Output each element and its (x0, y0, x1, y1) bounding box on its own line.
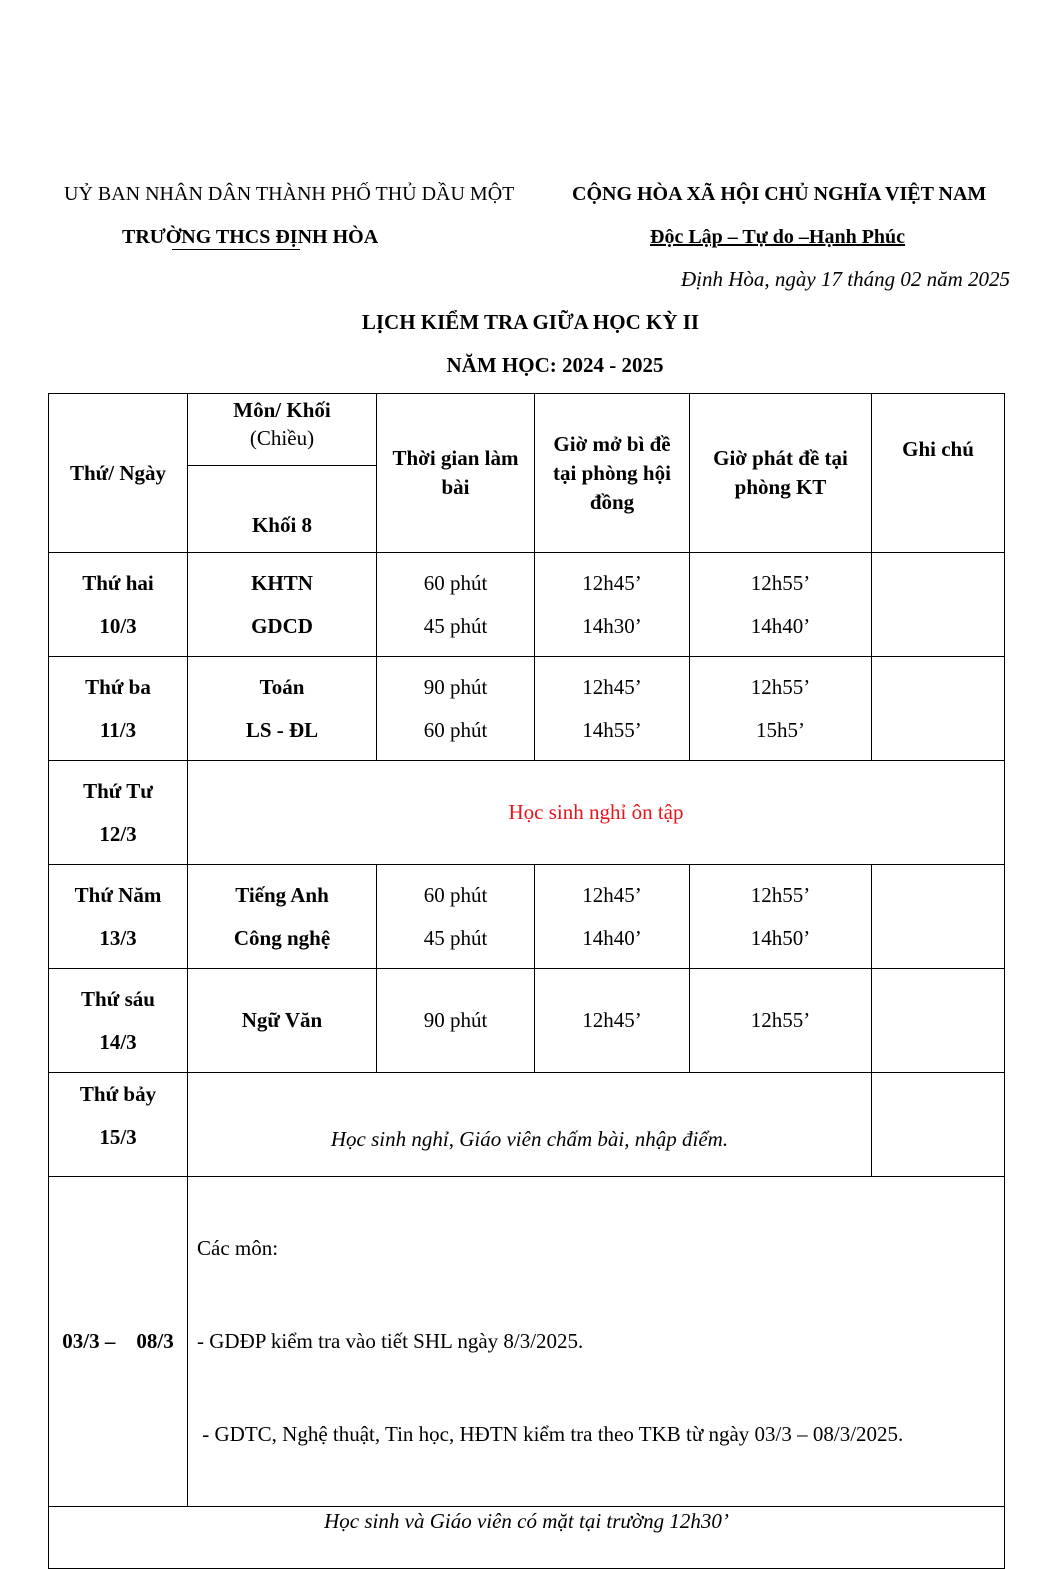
row-durations: 90 phút (377, 969, 535, 1073)
row-subjects: Tiếng Anh Công nghệ (188, 865, 377, 969)
table-row (49, 761, 1005, 865)
row-issue-times: 12h55’ 14h50’ (690, 865, 872, 969)
row-range: 03/3 – 08/3 (49, 1177, 188, 1507)
row-open-times: 12h45’ 14h40’ (535, 865, 690, 969)
header-day: Thứ/ Ngày (49, 394, 188, 553)
row-open-times: 12h45’ 14h55’ (535, 657, 690, 761)
row-issue-times: 12h55’ 15h5’ (690, 657, 872, 761)
header-subject: Môn/ Khối (Chiều) (188, 394, 377, 466)
row-day: Thứ Năm 13/3 (49, 865, 188, 969)
header-grade: Khối 8 (188, 466, 377, 553)
table-row (49, 1507, 1005, 1569)
row-issue-times: 12h55’ (690, 969, 872, 1073)
document-date: Định Hòa, ngày 17 tháng 02 năm 2025 (681, 267, 1010, 291)
row-note (872, 865, 1005, 969)
school-underline (172, 249, 300, 250)
row-note (872, 657, 1005, 761)
table-row (49, 1177, 1005, 1507)
row-durations: 60 phút 45 phút (377, 553, 535, 657)
row-note (872, 553, 1005, 657)
row-day: Thứ sáu 14/3 (49, 969, 188, 1073)
school-year: NĂM HỌC: 2024 - 2025 (446, 353, 664, 377)
row-full-note: Học sinh nghỉ ôn tập (188, 761, 1005, 865)
nation-motto: Độc Lập – Tự do –Hạnh Phúc (650, 226, 906, 248)
row-subjects: Ngữ Văn (188, 969, 377, 1073)
row-day: Thứ Tư 12/3 (49, 761, 188, 865)
row-open-times: 12h45’ (535, 969, 690, 1073)
row-subjects: Toán LS - ĐL (188, 657, 377, 761)
footer-note: Học sinh và Giáo viên có mặt tại trường 12h30’ (49, 1507, 1005, 1569)
row-extra-notes: Các môn: - GDĐP kiểm tra vào tiết SHL ngày 8/3/2025. - GDTC, Nghệ thuật, Tin học, HĐTN kiểm tra theo TKB từ ngày 03/3 – 08/3/2025. (188, 1177, 1005, 1507)
row-full-note: Học sinh nghỉ, Giáo viên chấm bài, nhập điểm. (188, 1073, 872, 1177)
agency-name: UỶ BAN NHÂN DÂN THÀNH PHỐ THỦ DẦU MỘT (64, 183, 515, 205)
row-durations: 90 phút 60 phút (377, 657, 535, 761)
page-title: LỊCH KIỂM TRA GIỮA HỌC KỲ II (361, 310, 700, 334)
table-row (49, 865, 1005, 969)
nation-name: CỘNG HÒA XÃ HỘI CHỦ NGHĨA VIỆT NAM (572, 183, 987, 205)
header-open-time: Giờ mở bì đề tại phòng hội đồng (535, 394, 690, 553)
header-issue-time: Giờ phát đề tại phòng KT (690, 394, 872, 553)
header-duration: Thời gian làm bài (377, 394, 535, 553)
table-row (49, 1073, 1005, 1177)
row-open-times: 12h45’ 14h30’ (535, 553, 690, 657)
table-row (49, 657, 1005, 761)
table-row (49, 553, 1005, 657)
row-note (872, 1073, 1005, 1177)
row-durations: 60 phút 45 phút (377, 865, 535, 969)
row-day: Thứ ba 11/3 (49, 657, 188, 761)
row-note (872, 969, 1005, 1073)
table-row (49, 969, 1005, 1073)
row-issue-times: 12h55’ 14h40’ (690, 553, 872, 657)
row-day: Thứ bảy 15/3 (49, 1073, 188, 1177)
school-name: TRƯỜNG THCS ĐỊNH HÒA (122, 226, 379, 248)
exam-schedule-table (48, 393, 1005, 1569)
header-note: Ghi chú (872, 394, 1005, 553)
row-subjects: KHTN GDCD (188, 553, 377, 657)
row-day: Thứ hai 10/3 (49, 553, 188, 657)
